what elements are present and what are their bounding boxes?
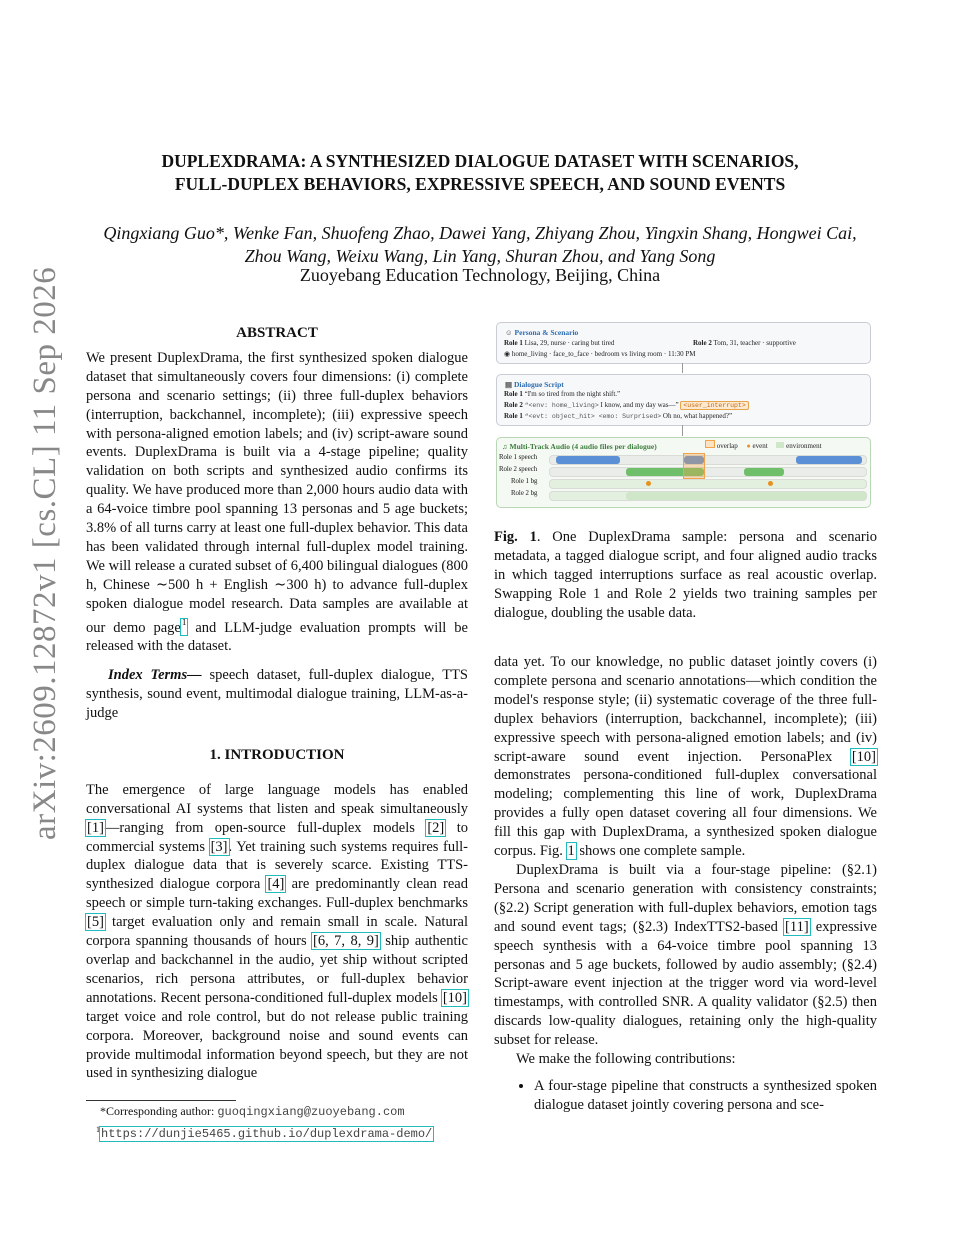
event-marker-2: [768, 481, 773, 486]
abstract-heading: ABSTRACT: [236, 325, 318, 341]
demo-page-footnote-link[interactable]: 1: [181, 619, 188, 635]
citation-2[interactable]: [2]: [427, 819, 445, 836]
persona-scenario-panel: [496, 322, 871, 364]
event-marker-1: [646, 481, 651, 486]
citation-6-9[interactable]: [6, 7, 8, 9]: [313, 933, 379, 950]
authors-line-2: Zhou Wang, Weixu Wang, Lin Yang, Shuran Zhou, and Yang Song: [244, 246, 716, 266]
footnote-rule: [86, 1100, 236, 1101]
track-label-role2-bg: Role 2 bg: [511, 490, 538, 497]
affiliation: Zuoyebang Education Technology, Beijing, China: [299, 265, 661, 285]
pipeline-paragraph: DuplexDrama is built via a four-stage pipeline: (§2.1) Persona and scenario generation with consistency constraints; (§2.2) Script generation with full-duplex behaviors, emotion tags and sound event tags; (§2.3) IndexTTS2-based [11] expressive speech synthesis with a 64-voice timbre pool spanning 13 personas and 5 age buckets, followed by audio assembly; (§2.4) Script-aware event injection at the trigger word via word-level timestamps, with controlled SNR. A quality validator (§2.5) then discards low-quality dialogues, retaining only the high-quality subset for release.: [494, 861, 877, 1049]
environment-swatch: [776, 442, 784, 448]
figure-legend: overlap ● event environment: [705, 440, 822, 450]
caption-text: . One DuplexDrama sample: persona and scenario metadata, a tagged dialogue script, and four aligned audio tracks in which tagged interruptions surface as real acoustic overlap. Swapping Role 1 and Role 2 yields two training samples per dialogue, doubling the usable data.: [494, 529, 878, 621]
audio-heading: ♫ Multi-Track Audio (4 audio files per dialogue): [502, 442, 657, 451]
index-terms-text: speech dataset, full-duplex dialogue, TTS synthesis, sound event, multimodal dialogue training, LLM-as-a-judge: [86, 667, 468, 722]
title-line-2: FULL-DUPLEX BEHAVIORS, EXPRESSIVE SPEECH, AND SOUND EVENTS: [174, 174, 786, 194]
demo-url-link[interactable]: https://dunjie5465.github.io/duplexdrama-demo/: [101, 1127, 433, 1141]
event-dot: ●: [746, 442, 751, 450]
role2-persona: Role 2 Tom, 31, teacher · supportive: [693, 339, 796, 347]
caption-label: Fig. 1: [494, 529, 537, 545]
intro-paragraph: The emergence of large language models has enabled conversational AI systems that listen and speak simultaneously [1]—ranging from open-source full-duplex models [2] to commercial systems [3]. Yet training such systems requires full-duplex dialogue data that is severely scarce. Existing TTS-synthesized dialogue corpora [4] are predominantly clean read speech or simple turn-taking exchanges. Full-duplex benchmarks [5] target evaluation only and remain small in scale. Natural corpora spanning thousands of hours [6, 7, 8, 9] ship authentic overlap and backchannel in the audio, yet ship without scripted scenarios, rich persona attributes, or full-duplex behavior annotations. Recent persona-conditioned full-duplex models [10] target voice and role control, but do not release public training corpora. Moreover, background noise and sound events can provide multimodal information beyond speech, but they are not used in synthesizing dialogue: [86, 781, 468, 1082]
person-icon: ☺: [505, 328, 513, 337]
overlap-highlight: [683, 453, 705, 479]
flow-arrow-1: [682, 363, 683, 373]
index-terms: [86, 666, 468, 723]
dialogue-script-panel: [496, 374, 871, 426]
document-icon: ▤: [505, 380, 513, 389]
flow-arrow-2: [682, 425, 683, 436]
track-label-role2-speech: Role 2 speech: [499, 466, 538, 473]
citation-10[interactable]: [10]: [442, 989, 467, 1006]
intro-continued-paragraph: data yet. To our knowledge, no public dataset jointly covers (i) complete persona and scenario annotations—which condition the model's response style; (ii) systematic coverage of the three full-duplex behaviors (interruption, backchannel, incomplete); (iii) expressive speech with persona-aligned emotion labels; and (iv) script-aware sound event injection. PersonaPlex [10] demonstrates persona-conditioned full-duplex conversational modeling; complementing this line of work, DuplexDrama provides a fully open dataset covering all four dimensions. We fill this gap with DuplexDrama, a synthesized spoken dialogue corpus. Fig. 1 shows one complete sample.: [494, 654, 877, 860]
persona-heading: ☺ Persona & Scenario: [505, 328, 579, 337]
audio-icon: ♫: [502, 442, 508, 451]
role1-persona: Role 1 Lisa, 29, nurse · caring but tired: [504, 339, 615, 347]
footnotes: [96, 1103, 433, 1143]
figure-1-ref[interactable]: 1: [567, 843, 575, 860]
track-role2-speech: [549, 467, 867, 477]
citation-4[interactable]: [4]: [267, 876, 285, 893]
location-pin-icon: ◉: [504, 350, 511, 358]
overlap-swatch: [705, 440, 715, 448]
left-column: [86, 324, 468, 1083]
track-label-role1-speech: Role 1 speech: [499, 454, 538, 461]
contributions-list: [494, 1077, 877, 1115]
abstract-text: We present DuplexDrama, the first synthesized spoken dialogue dataset that simultaneously covers four dimensions: (i) complete persona and scenario settings; (ii) three full-duplex behaviors (interruption, backchannel, incomplete); (iii) expressive speech with persona-aligned emotion labels; and (iv) script-aware sound events. DuplexDrama is built via a 4-stage pipeline; quality validation on both scripts and synthesized audio confirms its quality. We have produced more than 2,000 hours audio data with a 64-voice timbre pool spanning 13 personas and 5 age buckets; 3.8% of all turns carry at least one full-duplex behavior. This data has been validated through internal full-duplex model training. We will release a curated subset of 6,400 bilingual dialogues (800 h, Chinese ∼500 h + English ∼300 h) to advance full-duplex spoken dialogue model research. Data samples are available at our demo page: [86, 349, 468, 636]
contributions-intro: We make the following contributions:: [516, 1051, 736, 1068]
script-heading: ▤ Dialogue Script: [505, 380, 564, 389]
abstract-tail: and LLM-judge evaluation prompts will be released with the dataset.: [86, 619, 468, 655]
interrupt-tag: <user_interrupt>: [680, 401, 748, 410]
track-role1-speech: [549, 455, 867, 465]
author-list: [80, 222, 880, 268]
contribution-item-1: • A four-stage pipeline that constructs a synthesized spoken dialogue dataset jointly covering persona and sce-: [534, 1077, 877, 1115]
footnote-demo: $^1$https://dunjie5465.github.io/duplexdrama-demo/: [96, 1125, 433, 1141]
corresponding-email[interactable]: guoqingxiang@zuoyebang.com: [217, 1105, 405, 1119]
index-terms-label: Index Terms—: [108, 667, 202, 684]
introduction-heading: 1. INTRODUCTION: [209, 746, 345, 763]
title-line-1: DUPLEXDRAMA: A SYNTHESIZED DIALOGUE DATASET WITH SCENARIOS,: [161, 151, 799, 171]
track-role1-bg: [549, 479, 867, 489]
figure-1: [496, 322, 871, 508]
abstract-body: [86, 349, 468, 656]
script-line-1: Role 1 “I'm so tired from the night shift.”: [504, 390, 621, 398]
paper-title: [110, 150, 850, 196]
figure-1-caption: [494, 528, 877, 623]
scenario-line: ◉ home_living · face_to_face · bedroom vs living room · 11:30 PM: [504, 350, 696, 358]
arxiv-identifier: arXiv:2609.12872v1 [cs.CL] 11 Sep 2026: [27, 266, 63, 840]
multitrack-audio-panel: [496, 437, 871, 508]
authors-line-1: Qingxiang Guo*, Wenke Fan, Shuofeng Zhao, Dawei Yang, Zhiyang Zhou, Yingxin Shang, Hongwei Cai,: [103, 223, 857, 243]
citation-10-personaplex[interactable]: [10]: [851, 748, 876, 765]
citation-3[interactable]: [3]: [210, 838, 228, 855]
citation-11[interactable]: [11]: [785, 918, 809, 935]
script-line-3: Role 1 “<evt: object_hit> <emo: Surprised> Oh no, what happened?”: [504, 412, 733, 420]
citation-5[interactable]: [5]: [87, 914, 104, 931]
script-line-2: Role 2 “<env: home_living> I know, and my day was—” <user_interrupt>: [504, 401, 749, 409]
right-column: [494, 653, 877, 1115]
track-role2-bg: [549, 491, 867, 501]
citation-1[interactable]: [1]: [87, 819, 104, 836]
footnote-corresponding: *Corresponding author: guoqingxiang@zuoyebang.com: [100, 1104, 405, 1119]
track-label-role1-bg: Role 1 bg: [511, 478, 538, 485]
